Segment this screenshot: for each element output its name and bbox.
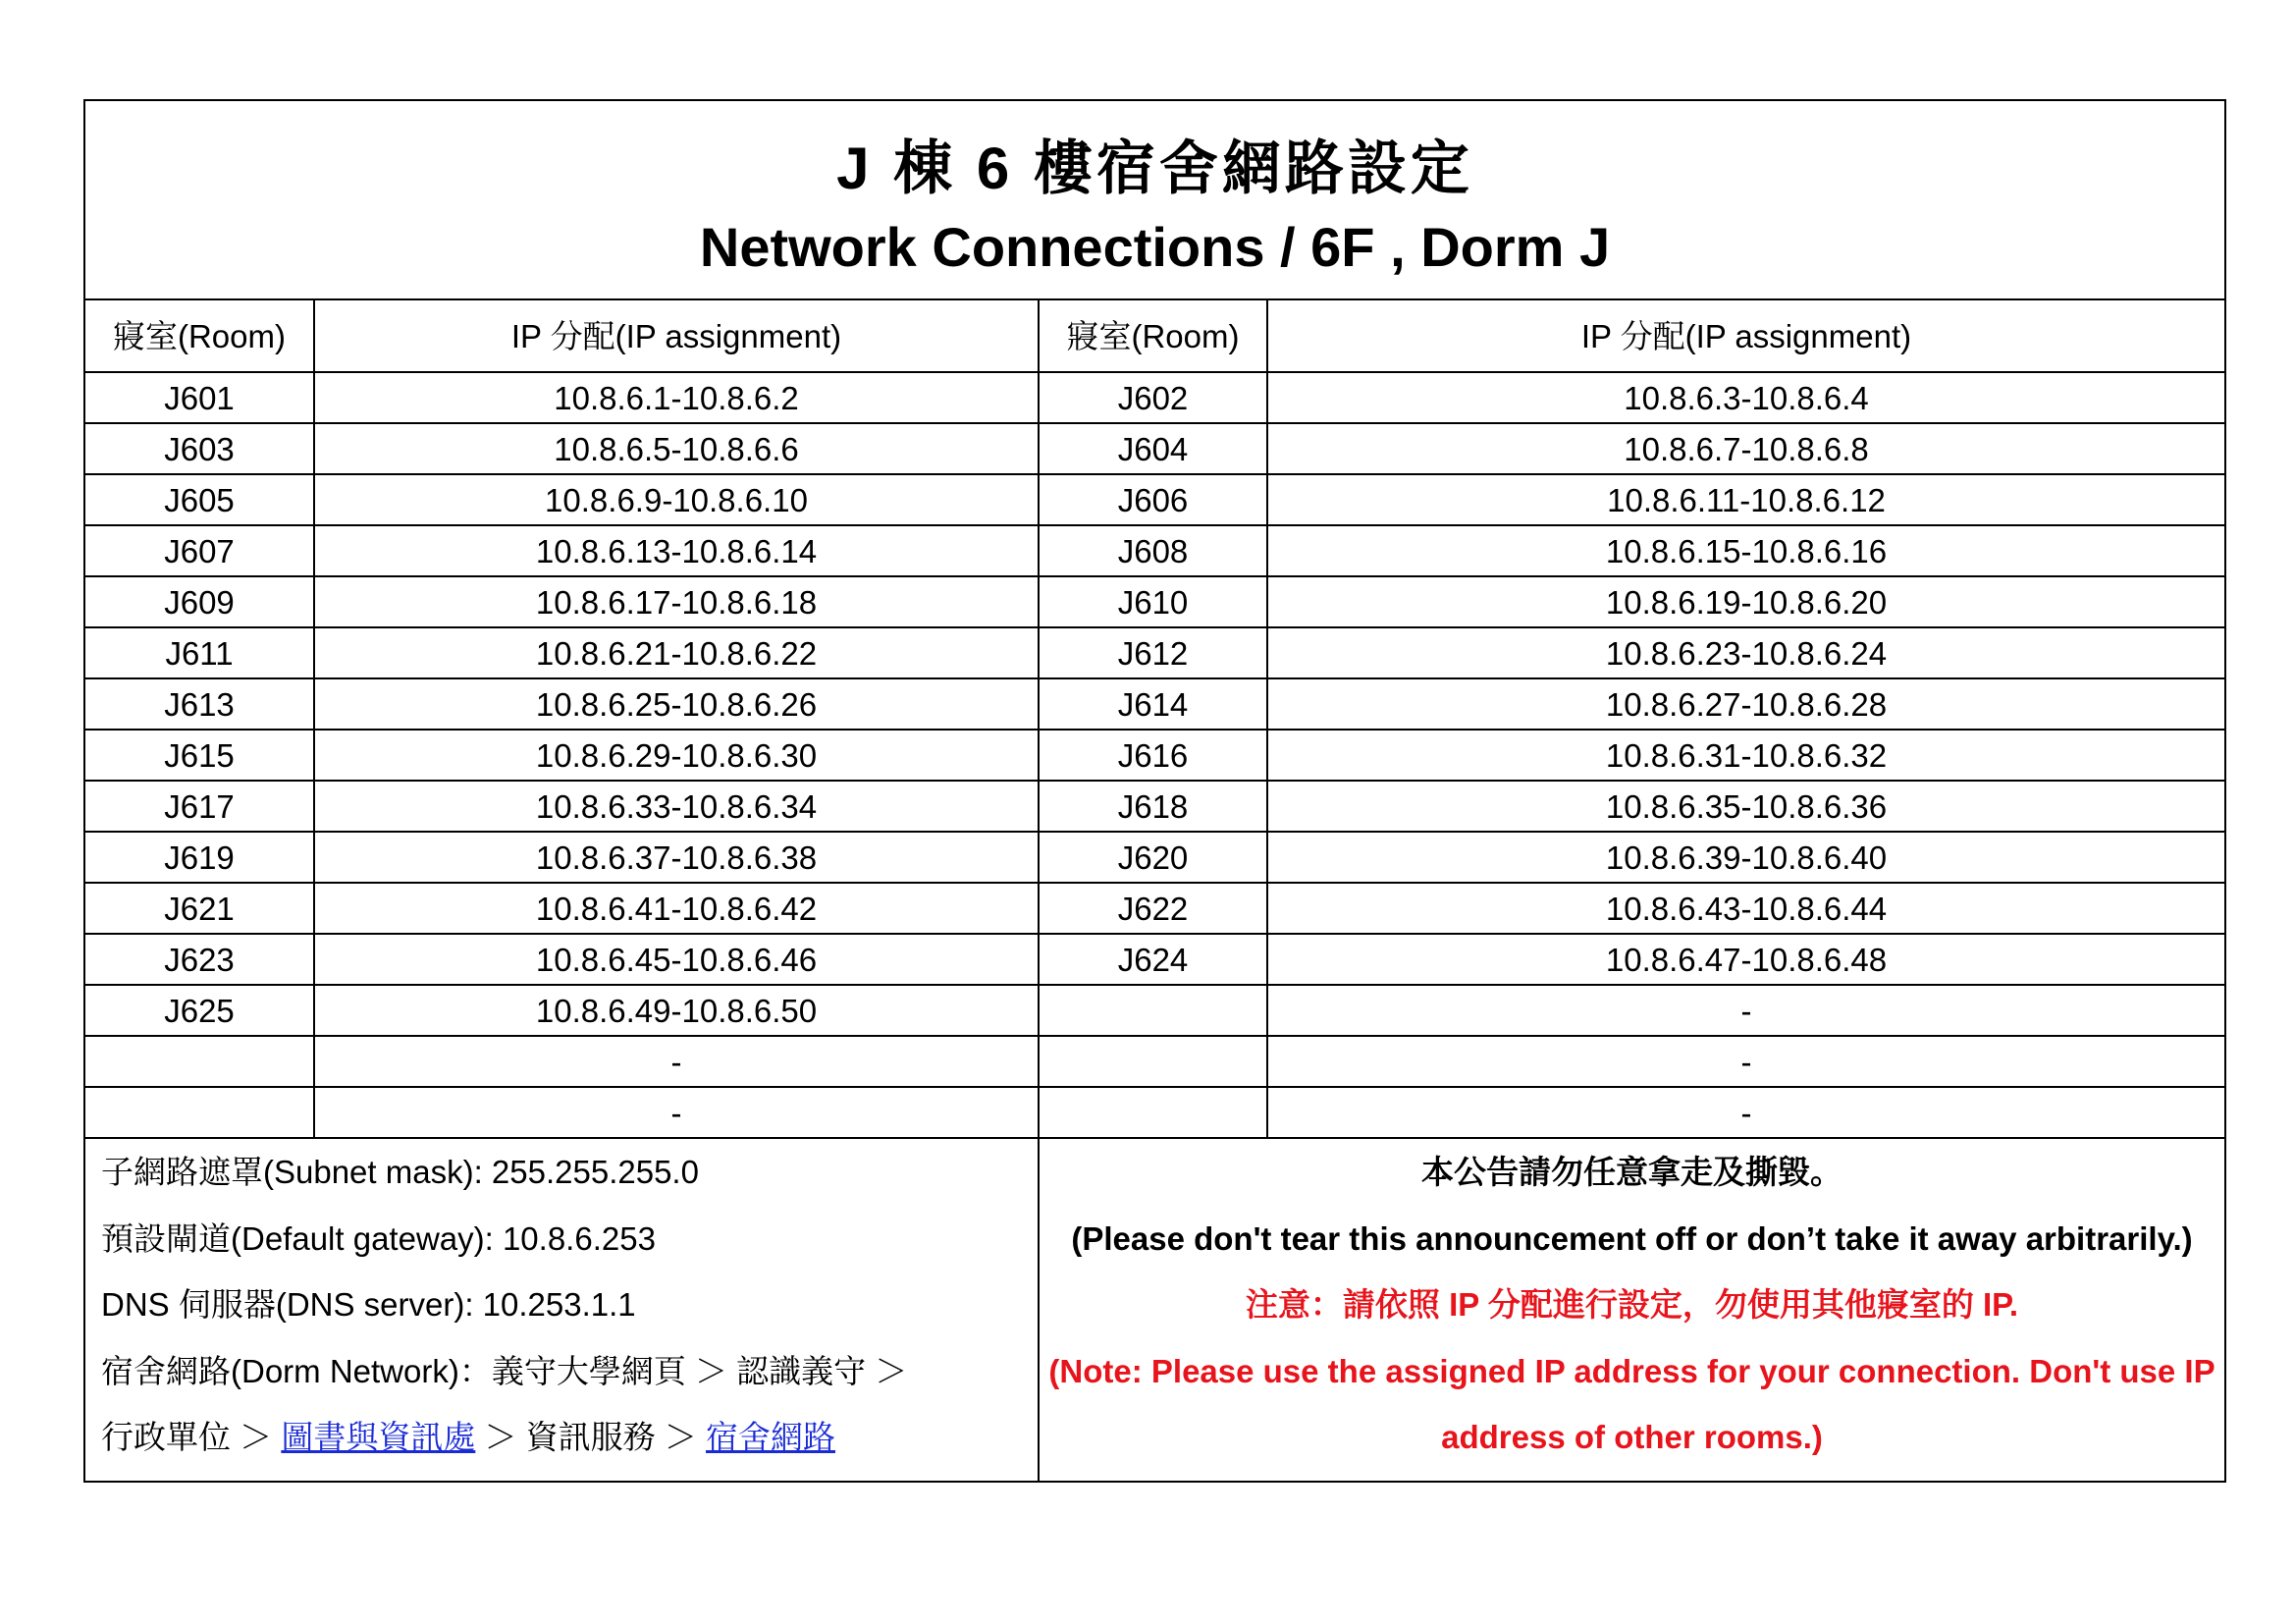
network-assignment-table [83, 99, 2226, 1483]
table-row [84, 832, 2225, 883]
notice-cell [1039, 1138, 2225, 1482]
dorm-network-link[interactable]: 宿舍網路 [706, 1419, 836, 1455]
room-cell-right [1039, 1036, 1267, 1087]
ip-cell-left: 10.8.6.29-10.8.6.30 [314, 730, 1039, 781]
table-row [84, 985, 2225, 1036]
ip-cell-left: 10.8.6.17-10.8.6.18 [314, 576, 1039, 627]
dorm-network-path [101, 1414, 1038, 1481]
table-row [84, 883, 2225, 934]
room-cell-right [1039, 1087, 1267, 1138]
room-cell-right: J606 [1039, 474, 1267, 525]
room-cell-right: J608 [1039, 525, 1267, 576]
ip-cell-left: 10.8.6.49-10.8.6.50 [314, 985, 1039, 1036]
ip-cell-right: 10.8.6.31-10.8.6.32 [1267, 730, 2225, 781]
room-cell-right: J602 [1039, 372, 1267, 423]
ip-cell-left: 10.8.6.13-10.8.6.14 [314, 525, 1039, 576]
table-row [84, 678, 2225, 730]
room-cell-right: J612 [1039, 627, 1267, 678]
ip-cell-left: 10.8.6.37-10.8.6.38 [314, 832, 1039, 883]
title-cell [84, 100, 2225, 299]
ip-cell-right: 10.8.6.47-10.8.6.48 [1267, 934, 2225, 985]
table-row [84, 730, 2225, 781]
room-cell-right: J610 [1039, 576, 1267, 627]
room-cell-right: J618 [1039, 781, 1267, 832]
ip-cell-right: - [1267, 985, 2225, 1036]
room-cell-right: J604 [1039, 423, 1267, 474]
room-cell-right: J624 [1039, 934, 1267, 985]
room-cell-left: J625 [84, 985, 314, 1036]
path-mid-text: ＞ 資訊服務 ＞ [475, 1419, 707, 1455]
header-row [84, 299, 2225, 372]
header-ip-left: IP 分配(IP assignment) [314, 299, 1039, 372]
room-cell-left: J619 [84, 832, 314, 883]
ip-cell-left: 10.8.6.5-10.8.6.6 [314, 423, 1039, 474]
ip-cell-right: 10.8.6.43-10.8.6.44 [1267, 883, 2225, 934]
room-cell-right: J614 [1039, 678, 1267, 730]
ip-cell-right: 10.8.6.23-10.8.6.24 [1267, 627, 2225, 678]
room-cell-left: J601 [84, 372, 314, 423]
ip-cell-right: 10.8.6.39-10.8.6.40 [1267, 832, 2225, 883]
ip-cell-left: - [314, 1036, 1039, 1087]
ip-cell-left: 10.8.6.45-10.8.6.46 [314, 934, 1039, 985]
warning-english-line-1: (Note: Please use the assigned IP address for your connection. Don't use IP [1048, 1352, 2216, 1389]
room-cell-right: J620 [1039, 832, 1267, 883]
ip-cell-right: 10.8.6.19-10.8.6.20 [1267, 576, 2225, 627]
table-row [84, 934, 2225, 985]
ip-cell-left: 10.8.6.33-10.8.6.34 [314, 781, 1039, 832]
ip-cell-right: 10.8.6.11-10.8.6.12 [1267, 474, 2225, 525]
table-row [84, 627, 2225, 678]
notice-chinese: 本公告請勿任意拿走及撕毀。 [1421, 1154, 1842, 1190]
library-info-link[interactable]: 圖書與資訊處 [281, 1419, 476, 1455]
room-cell-left: J611 [84, 627, 314, 678]
subnet-mask-line: 子網路遮罩(Subnet mask): 255.255.255.0 [101, 1154, 699, 1190]
room-cell-left: J605 [84, 474, 314, 525]
table-row [84, 474, 2225, 525]
header-ip-right: IP 分配(IP assignment) [1267, 299, 2225, 372]
table-row [84, 1036, 2225, 1087]
room-cell-left: J623 [84, 934, 314, 985]
dns-server-line: DNS 伺服器(DNS server): 10.253.1.1 [101, 1286, 636, 1323]
table-row [84, 781, 2225, 832]
ip-cell-right: 10.8.6.7-10.8.6.8 [1267, 423, 2225, 474]
ip-cell-left: 10.8.6.25-10.8.6.26 [314, 678, 1039, 730]
default-gateway-line: 預設閘道(Default gateway): 10.8.6.253 [101, 1219, 656, 1257]
room-cell-left: J621 [84, 883, 314, 934]
warning-english-line-2: address of other rooms.) [1441, 1419, 1823, 1455]
room-cell-left: J603 [84, 423, 314, 474]
ip-cell-left: 10.8.6.1-10.8.6.2 [314, 372, 1039, 423]
footer-row [84, 1138, 2225, 1482]
title-english: Network Connections / 6F , Dorm J [699, 215, 1611, 278]
room-cell-left: J615 [84, 730, 314, 781]
title-chinese: J 棟 6 樓宿舍網路設定 [836, 135, 1473, 201]
table-row [84, 576, 2225, 627]
room-cell-left [84, 1036, 314, 1087]
table-row [84, 1087, 2225, 1138]
ip-cell-left: 10.8.6.9-10.8.6.10 [314, 474, 1039, 525]
ip-cell-left: 10.8.6.21-10.8.6.22 [314, 627, 1039, 678]
room-cell-left: J613 [84, 678, 314, 730]
ip-cell-right: 10.8.6.3-10.8.6.4 [1267, 372, 2225, 423]
header-room-left: 寢室(Room) [84, 299, 314, 372]
ip-cell-left: - [314, 1087, 1039, 1138]
table-row [84, 423, 2225, 474]
room-cell-right: J616 [1039, 730, 1267, 781]
network-info-cell [84, 1138, 1039, 1482]
ip-cell-right: - [1267, 1087, 2225, 1138]
ip-cell-left: 10.8.6.41-10.8.6.42 [314, 883, 1039, 934]
ip-cell-right: - [1267, 1036, 2225, 1087]
room-cell-left: J607 [84, 525, 314, 576]
header-room-right: 寢室(Room) [1039, 299, 1267, 372]
dorm-network-line: 宿舍網路(Dorm Network)：義守大學網頁 ＞ 認識義守 ＞ [101, 1352, 908, 1389]
ip-cell-right: 10.8.6.27-10.8.6.28 [1267, 678, 2225, 730]
ip-cell-right: 10.8.6.35-10.8.6.36 [1267, 781, 2225, 832]
ip-cell-right: 10.8.6.15-10.8.6.16 [1267, 525, 2225, 576]
room-cell-left [84, 1087, 314, 1138]
room-cell-right: J622 [1039, 883, 1267, 934]
notice-english: (Please don't tear this announcement off or don’t take it away arbitrarily.) [1071, 1219, 2193, 1257]
warning-chinese: 注意：請依照 IP 分配進行設定，勿使用其他寢室的 IP. [1245, 1286, 2019, 1323]
table-row [84, 372, 2225, 423]
room-cell-left: J609 [84, 576, 314, 627]
table-row [84, 525, 2225, 576]
room-cell-left: J617 [84, 781, 314, 832]
room-cell-right [1039, 985, 1267, 1036]
path-start-text: 行政單位 ＞ [101, 1419, 282, 1455]
